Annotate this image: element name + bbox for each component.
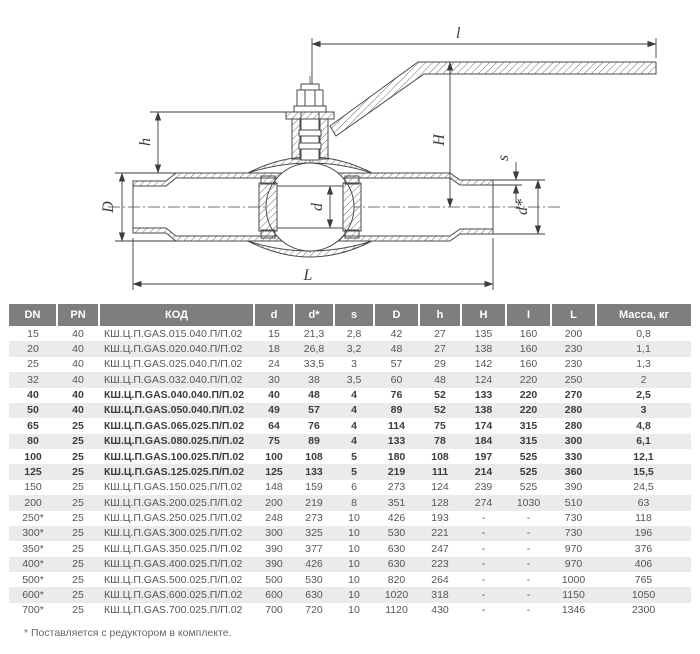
code-cell: КШ.Ц.П.GAS.350.025.П/П.02 [104, 542, 243, 555]
value-cell: 530 [305, 573, 323, 586]
value-cell: 406 [634, 558, 653, 571]
valve-technical-drawing [0, 0, 700, 300]
value-cell: 25 [72, 588, 84, 601]
table-row [9, 403, 691, 418]
dim-label-dstar: d* [514, 199, 531, 215]
value-cell: 220 [519, 373, 538, 386]
value-cell: 274 [474, 496, 493, 509]
value-cell: 273 [387, 481, 406, 494]
value-cell: 10 [348, 573, 360, 586]
column-header: H [461, 304, 506, 326]
code-cell: КШ.Ц.П.GAS.700.025.П/П.02 [104, 604, 243, 617]
spec-table [9, 304, 691, 618]
value-cell: 25 [72, 496, 84, 509]
stem-cap [301, 84, 319, 90]
value-cell: 108 [431, 450, 449, 463]
value-cell: 184 [474, 435, 493, 448]
value-cell: 160 [519, 358, 538, 371]
value-cell: 510 [564, 496, 583, 509]
value-cell: 57 [308, 404, 320, 417]
value-cell: 89 [390, 404, 403, 417]
table-row [9, 587, 691, 602]
code-cell: КШ.Ц.П.GAS.600.025.П/П.02 [104, 588, 243, 601]
value-cell: 200 [564, 327, 583, 340]
value-cell: 18 [268, 342, 280, 355]
value-cell: 214 [474, 465, 493, 478]
value-cell: 159 [305, 481, 323, 494]
table-row [9, 603, 691, 618]
value-cell: 24 [268, 358, 280, 371]
value-cell: 300* [22, 527, 44, 540]
table-row [9, 511, 691, 526]
dim-label-h: h [137, 138, 154, 146]
code-cell: КШ.Ц.П.GAS.040.040.П/П.02 [104, 389, 245, 401]
value-cell: 40 [72, 373, 84, 386]
value-cell: 765 [634, 573, 653, 586]
value-cell: - [526, 542, 531, 555]
value-cell: 280 [564, 419, 583, 432]
value-cell: 114 [388, 419, 405, 432]
value-cell: 376 [634, 542, 653, 555]
table-row [9, 464, 691, 479]
value-cell: 42 [390, 327, 403, 340]
stem-top-plate [286, 112, 334, 119]
value-cell: 377 [305, 542, 323, 555]
table-row [9, 480, 691, 495]
code-cell: КШ.Ц.П.GAS.250.025.П/П.02 [104, 512, 243, 524]
table-row [9, 557, 691, 572]
left-seal-top [261, 176, 275, 184]
table-row [9, 434, 691, 449]
value-cell: 2,8 [346, 327, 362, 340]
value-cell: 148 [265, 481, 283, 494]
value-cell: 230 [564, 358, 583, 371]
value-cell: - [481, 573, 486, 586]
value-cell: 239 [474, 481, 493, 494]
value-cell: 1050 [631, 588, 656, 601]
value-cell: - [526, 604, 531, 617]
value-cell: 33,5 [303, 358, 325, 371]
value-cell: 20 [27, 342, 39, 355]
value-cell: 150 [24, 481, 42, 494]
value-cell: 124 [474, 373, 493, 386]
value-cell: 4,8 [636, 419, 651, 432]
code-cell: КШ.Ц.П.GAS.025.040.П/П.02 [104, 358, 243, 371]
right-seal-bottom [345, 230, 359, 238]
value-cell: 280 [564, 404, 583, 417]
table-row [9, 357, 691, 372]
value-cell: 138 [474, 342, 493, 355]
value-cell: 220 [519, 404, 538, 417]
value-cell: 124 [431, 481, 449, 494]
value-cell: 27 [434, 342, 446, 355]
left-seal-bottom [261, 230, 275, 238]
value-cell: 600 [265, 588, 283, 601]
value-cell: 38 [308, 373, 320, 386]
value-cell: 250* [22, 512, 44, 524]
value-cell: 500 [265, 573, 283, 586]
value-cell: 4 [351, 435, 357, 448]
value-cell: 3 [640, 404, 647, 417]
table-row [9, 388, 691, 403]
value-cell: 700* [22, 604, 44, 617]
value-cell: 25 [72, 481, 84, 494]
value-cell: 40 [27, 389, 39, 401]
value-cell: 219 [305, 496, 323, 509]
value-cell: 4 [351, 389, 357, 401]
value-cell: - [481, 558, 486, 571]
value-cell: 220 [519, 389, 538, 401]
dim-label-l: l [456, 25, 461, 42]
right-seat [343, 183, 361, 231]
value-cell: 135 [474, 327, 493, 340]
value-cell: - [481, 542, 486, 555]
value-cell: 174 [474, 419, 493, 432]
stem-neck-left-wall [292, 119, 300, 159]
value-cell: 193 [431, 512, 449, 524]
code-cell: КШ.Ц.П.GAS.200.025.П/П.02 [104, 496, 243, 509]
code-cell: КШ.Ц.П.GAS.050.040.П/П.02 [104, 404, 245, 417]
value-cell: 200 [24, 496, 42, 509]
value-cell: - [481, 604, 486, 617]
value-cell: 4 [351, 419, 357, 432]
spec-table-header [9, 304, 691, 326]
value-cell: 25 [72, 542, 84, 555]
value-cell: 525 [519, 465, 538, 478]
column-header: D [374, 304, 419, 326]
code-cell: КШ.Ц.П.GAS.500.025.П/П.02 [104, 573, 243, 586]
value-cell: 430 [431, 604, 449, 617]
stem-seal-lower [299, 143, 321, 149]
value-cell: 10 [348, 604, 360, 617]
column-header: h [419, 304, 461, 326]
dim-label-s: s [495, 154, 512, 162]
valve-drawing-svg [0, 0, 700, 300]
value-cell: 25 [27, 358, 39, 371]
value-cell: 133 [305, 465, 323, 478]
value-cell: 970 [564, 542, 583, 555]
value-cell: 970 [564, 558, 583, 571]
value-cell: 1150 [562, 588, 585, 601]
value-cell: 12,1 [633, 450, 654, 463]
value-cell: 330 [564, 450, 583, 463]
value-cell: 221 [431, 527, 449, 540]
table-row [9, 541, 691, 556]
value-cell: 525 [519, 450, 538, 463]
value-cell: 1,1 [636, 342, 651, 355]
column-header: DN [9, 304, 57, 326]
value-cell: 25 [72, 465, 84, 478]
value-cell: 76 [308, 419, 320, 432]
value-cell: 3 [351, 358, 357, 371]
right-seal-top [345, 176, 359, 184]
value-cell: 10 [348, 588, 360, 601]
value-cell: 40 [268, 389, 280, 401]
value-cell: 15,5 [633, 465, 654, 478]
value-cell: 426 [387, 512, 406, 524]
value-cell: 200 [265, 496, 283, 509]
value-cell: 1020 [384, 588, 409, 601]
value-cell: 76 [390, 389, 403, 401]
value-cell: 118 [635, 512, 652, 524]
value-cell: 80 [27, 435, 39, 448]
value-cell: 315 [519, 419, 538, 432]
value-cell: 630 [305, 588, 323, 601]
value-cell: 400* [22, 558, 44, 571]
value-cell: 2,5 [636, 389, 651, 401]
value-cell: 125 [265, 465, 283, 478]
value-cell: 630 [387, 542, 406, 555]
value-cell: 700 [265, 604, 283, 617]
value-cell: 29 [434, 358, 446, 371]
value-cell: 5 [351, 450, 357, 463]
dim-label-L: L [303, 267, 313, 284]
value-cell: 273 [305, 512, 323, 524]
value-cell: 820 [387, 573, 406, 586]
value-cell: 48 [308, 389, 320, 401]
spec-table-body [9, 326, 691, 618]
value-cell: 89 [308, 435, 320, 448]
value-cell: 0,8 [636, 327, 651, 340]
value-cell: 15 [27, 327, 39, 340]
value-cell: 75 [268, 435, 280, 448]
value-cell: 26,8 [303, 342, 325, 355]
column-header: I [506, 304, 551, 326]
value-cell: 530 [387, 527, 406, 540]
code-cell: КШ.Ц.П.GAS.150.025.П/П.02 [104, 481, 243, 494]
value-cell: 264 [431, 573, 449, 586]
value-cell: 65 [27, 419, 39, 432]
value-cell: 30 [268, 373, 280, 386]
code-cell: КШ.Ц.П.GAS.125.025.П/П.02 [104, 465, 245, 478]
value-cell: 40 [72, 358, 84, 371]
value-cell: 111 [431, 465, 449, 478]
value-cell: 138 [474, 404, 493, 417]
value-cell: 125 [24, 465, 42, 478]
value-cell: - [481, 588, 486, 601]
dim-label-H: H [431, 134, 448, 146]
value-cell: 63 [637, 496, 650, 509]
value-cell: 40 [72, 404, 84, 417]
value-cell: 40 [72, 342, 84, 355]
dim-label-d: d [309, 203, 326, 211]
value-cell: 1120 [385, 604, 408, 617]
value-cell: 10 [348, 512, 360, 524]
value-cell: - [481, 512, 486, 524]
handle [330, 62, 656, 136]
table-row [9, 526, 691, 541]
value-cell: 600* [22, 588, 44, 601]
value-cell: - [526, 588, 531, 601]
table-row [9, 572, 691, 587]
column-header: d [254, 304, 294, 326]
value-cell: 64 [268, 419, 280, 432]
value-cell: - [526, 573, 531, 586]
value-cell: 248 [265, 512, 283, 524]
value-cell: 133 [474, 389, 493, 401]
code-cell: КШ.Ц.П.GAS.032.040.П/П.02 [104, 373, 243, 386]
value-cell: 390 [265, 558, 283, 571]
value-cell: 25 [72, 419, 84, 432]
value-cell: 525 [519, 481, 538, 494]
value-cell: - [481, 527, 486, 540]
value-cell: 108 [305, 450, 323, 463]
value-cell: 6 [351, 481, 357, 494]
value-cell: 300 [265, 527, 283, 540]
column-header: L [551, 304, 596, 326]
value-cell: 24,5 [633, 481, 654, 494]
value-cell: 1030 [516, 496, 541, 509]
value-cell: 6,1 [636, 435, 651, 448]
value-cell: 32 [27, 373, 39, 386]
value-cell: 52 [434, 404, 446, 417]
value-cell: 318 [431, 588, 449, 601]
value-cell: 325 [305, 527, 323, 540]
column-header: Масса, кг [596, 304, 691, 326]
column-header: PN [57, 304, 99, 326]
table-row [9, 495, 691, 510]
value-cell: 730 [564, 527, 583, 540]
table-row [9, 326, 691, 341]
code-cell: КШ.Ц.П.GAS.100.025.П/П.02 [104, 450, 245, 463]
value-cell: 3,2 [346, 342, 362, 355]
value-cell: 247 [431, 542, 449, 555]
stem-seal-upper [299, 130, 321, 136]
value-cell: 25 [72, 450, 84, 463]
value-cell: 48 [434, 373, 446, 386]
value-cell: 25 [72, 435, 84, 448]
value-cell: 52 [434, 389, 446, 401]
stem-hex-nut [297, 90, 323, 106]
column-header: s [334, 304, 374, 326]
value-cell: 1000 [561, 573, 586, 586]
value-cell: 350* [22, 542, 44, 555]
value-cell: 351 [387, 496, 406, 509]
value-cell: - [526, 527, 531, 540]
value-cell: 390 [564, 481, 583, 494]
header-row [9, 304, 691, 326]
value-cell: 270 [564, 389, 583, 401]
value-cell: 75 [434, 419, 446, 432]
value-cell: 3,5 [346, 373, 362, 386]
value-cell: 196 [634, 527, 653, 540]
value-cell: 60 [390, 373, 403, 386]
value-cell: 223 [431, 558, 449, 571]
code-cell: КШ.Ц.П.GAS.020.040.П/П.02 [104, 342, 243, 355]
value-cell: 40 [72, 327, 84, 340]
value-cell: 142 [474, 358, 493, 371]
table-row [9, 449, 691, 464]
value-cell: 133 [387, 435, 406, 448]
value-cell: 10 [348, 527, 360, 540]
value-cell: 25 [72, 512, 84, 524]
stem-washer [294, 106, 326, 112]
value-cell: 390 [265, 542, 283, 555]
value-cell: - [526, 512, 531, 524]
value-cell: 160 [519, 342, 538, 355]
stem-neck-right-wall [320, 119, 328, 159]
value-cell: 180 [387, 450, 406, 463]
value-cell: 49 [268, 404, 280, 417]
value-cell: 360 [564, 465, 583, 478]
value-cell: 720 [305, 604, 323, 617]
value-cell: 219 [387, 465, 406, 478]
left-seat [259, 183, 277, 231]
value-cell: 5 [351, 465, 357, 478]
value-cell: 10 [348, 558, 360, 571]
value-cell: 2300 [631, 604, 656, 617]
code-cell: КШ.Ц.П.GAS.300.025.П/П.02 [104, 527, 243, 540]
value-cell: 25 [72, 573, 84, 586]
code-cell: КШ.Ц.П.GAS.400.025.П/П.02 [104, 558, 243, 571]
value-cell: 25 [72, 558, 84, 571]
footnote: * Поставляется с редуктором в комплекте. [24, 627, 232, 640]
value-cell: 500* [22, 573, 44, 586]
value-cell: 40 [72, 389, 84, 401]
value-cell: 315 [519, 435, 538, 448]
value-cell: 78 [434, 435, 446, 448]
code-cell: КШ.Ц.П.GAS.065.025.П/П.02 [104, 419, 245, 432]
value-cell: 128 [431, 496, 449, 509]
column-header: КОД [99, 304, 254, 326]
code-cell: КШ.Ц.П.GAS.080.025.П/П.02 [104, 435, 245, 448]
value-cell: 15 [268, 327, 280, 340]
value-cell: 27 [434, 327, 446, 340]
value-cell: 48 [390, 342, 403, 355]
column-header: d* [294, 304, 334, 326]
value-cell: 730 [564, 512, 583, 524]
value-cell: 426 [305, 558, 323, 571]
dim-label-D: D [100, 201, 117, 213]
value-cell: 100 [265, 450, 283, 463]
value-cell: 25 [72, 527, 84, 540]
value-cell: 630 [387, 558, 406, 571]
value-cell: - [526, 558, 531, 571]
value-cell: 197 [474, 450, 493, 463]
value-cell: 21,3 [303, 327, 325, 340]
value-cell: 300 [564, 435, 583, 448]
value-cell: 1,3 [636, 358, 651, 371]
table-row [9, 341, 691, 356]
code-cell: КШ.Ц.П.GAS.015.040.П/П.02 [104, 327, 243, 340]
value-cell: 100 [24, 450, 42, 463]
value-cell: 1346 [561, 604, 586, 617]
value-cell: 230 [564, 342, 583, 355]
value-cell: 250 [564, 373, 583, 386]
value-cell: 10 [348, 542, 360, 555]
value-cell: 25 [72, 604, 84, 617]
value-cell: 160 [519, 327, 538, 340]
value-cell: 4 [351, 404, 357, 417]
value-cell: 8 [351, 496, 357, 509]
table-row [9, 418, 691, 433]
value-cell: 57 [390, 358, 403, 371]
value-cell: 50 [27, 404, 39, 417]
table-row [9, 372, 691, 387]
value-cell: 2 [640, 373, 647, 386]
